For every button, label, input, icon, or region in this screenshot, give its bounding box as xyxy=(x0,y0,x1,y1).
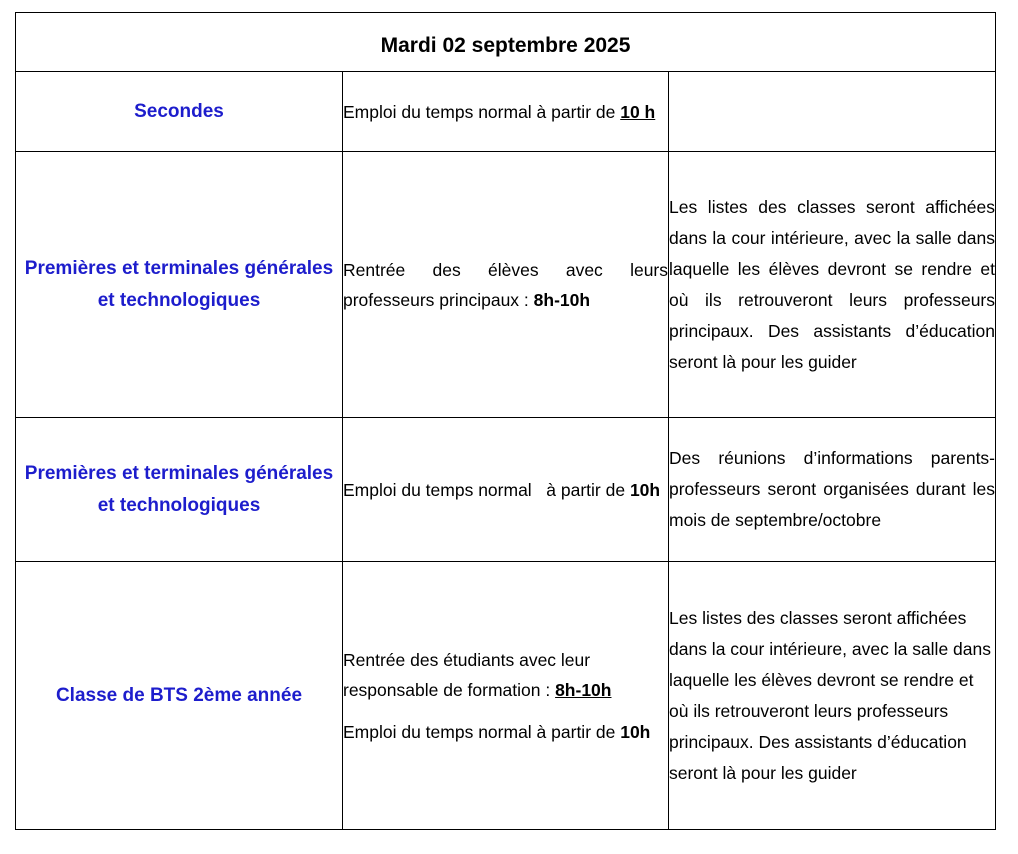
description-label: Rentrée des élèves avec leurs professeurs principaux : xyxy=(343,259,668,310)
description-label: Emploi du temps normal à partir de xyxy=(343,479,630,500)
title-row xyxy=(16,13,996,72)
description-text xyxy=(343,97,668,127)
time-value: 8h-10h xyxy=(533,289,591,310)
description-label: Emploi du temps normal à partir de xyxy=(343,721,621,742)
table-row xyxy=(16,562,996,830)
description-cell xyxy=(343,152,669,418)
description-text xyxy=(343,475,668,505)
table-row xyxy=(16,152,996,418)
table-row xyxy=(16,418,996,562)
info-cell: Les listes des classes seront affichées dans la cour intérieure, avec la salle dans laquelle les élèves devront se rendre et où ils retrouveront leurs professeurs principaux. Des assistants d’éducation seront là pour les guider xyxy=(669,152,996,418)
description-text xyxy=(343,717,668,747)
category-cell: Secondes xyxy=(16,72,343,152)
table-row xyxy=(16,72,996,152)
time-value: 10 h xyxy=(620,101,656,122)
info-cell xyxy=(669,72,996,152)
time-value: 10h xyxy=(629,479,661,500)
page-title: Mardi 02 septembre 2025 xyxy=(380,34,631,57)
category-cell: Classe de BTS 2ème année xyxy=(16,562,343,830)
description-label: Rentrée des étudiants avec leur responsable de formation : xyxy=(343,649,591,700)
title-cell xyxy=(16,13,996,72)
info-cell: Les listes des classes seront affichées dans la cour intérieure, avec la salle dans laquelle les élèves devront se rendre et où ils retrouveront leurs professeurs principaux. Des assistants d’éducation seront là pour les guider xyxy=(669,562,996,830)
category-cell: Premières et terminales générales et technologiques xyxy=(16,152,343,418)
description-cell xyxy=(343,418,669,562)
description-cell xyxy=(343,72,669,152)
description-cell xyxy=(343,562,669,830)
time-value: 8h-10h xyxy=(555,679,612,700)
schedule-table xyxy=(15,12,996,830)
description-text xyxy=(343,255,668,315)
description-text xyxy=(343,645,668,705)
time-value: 10h xyxy=(620,721,651,742)
info-cell: Des réunions d’informations parents-professeurs seront organisées durant les mois de septembre/octobre xyxy=(669,418,996,562)
description-label: Emploi du temps normal à partir de xyxy=(343,101,621,122)
category-cell: Premières et terminales générales et technologiques xyxy=(16,418,343,562)
